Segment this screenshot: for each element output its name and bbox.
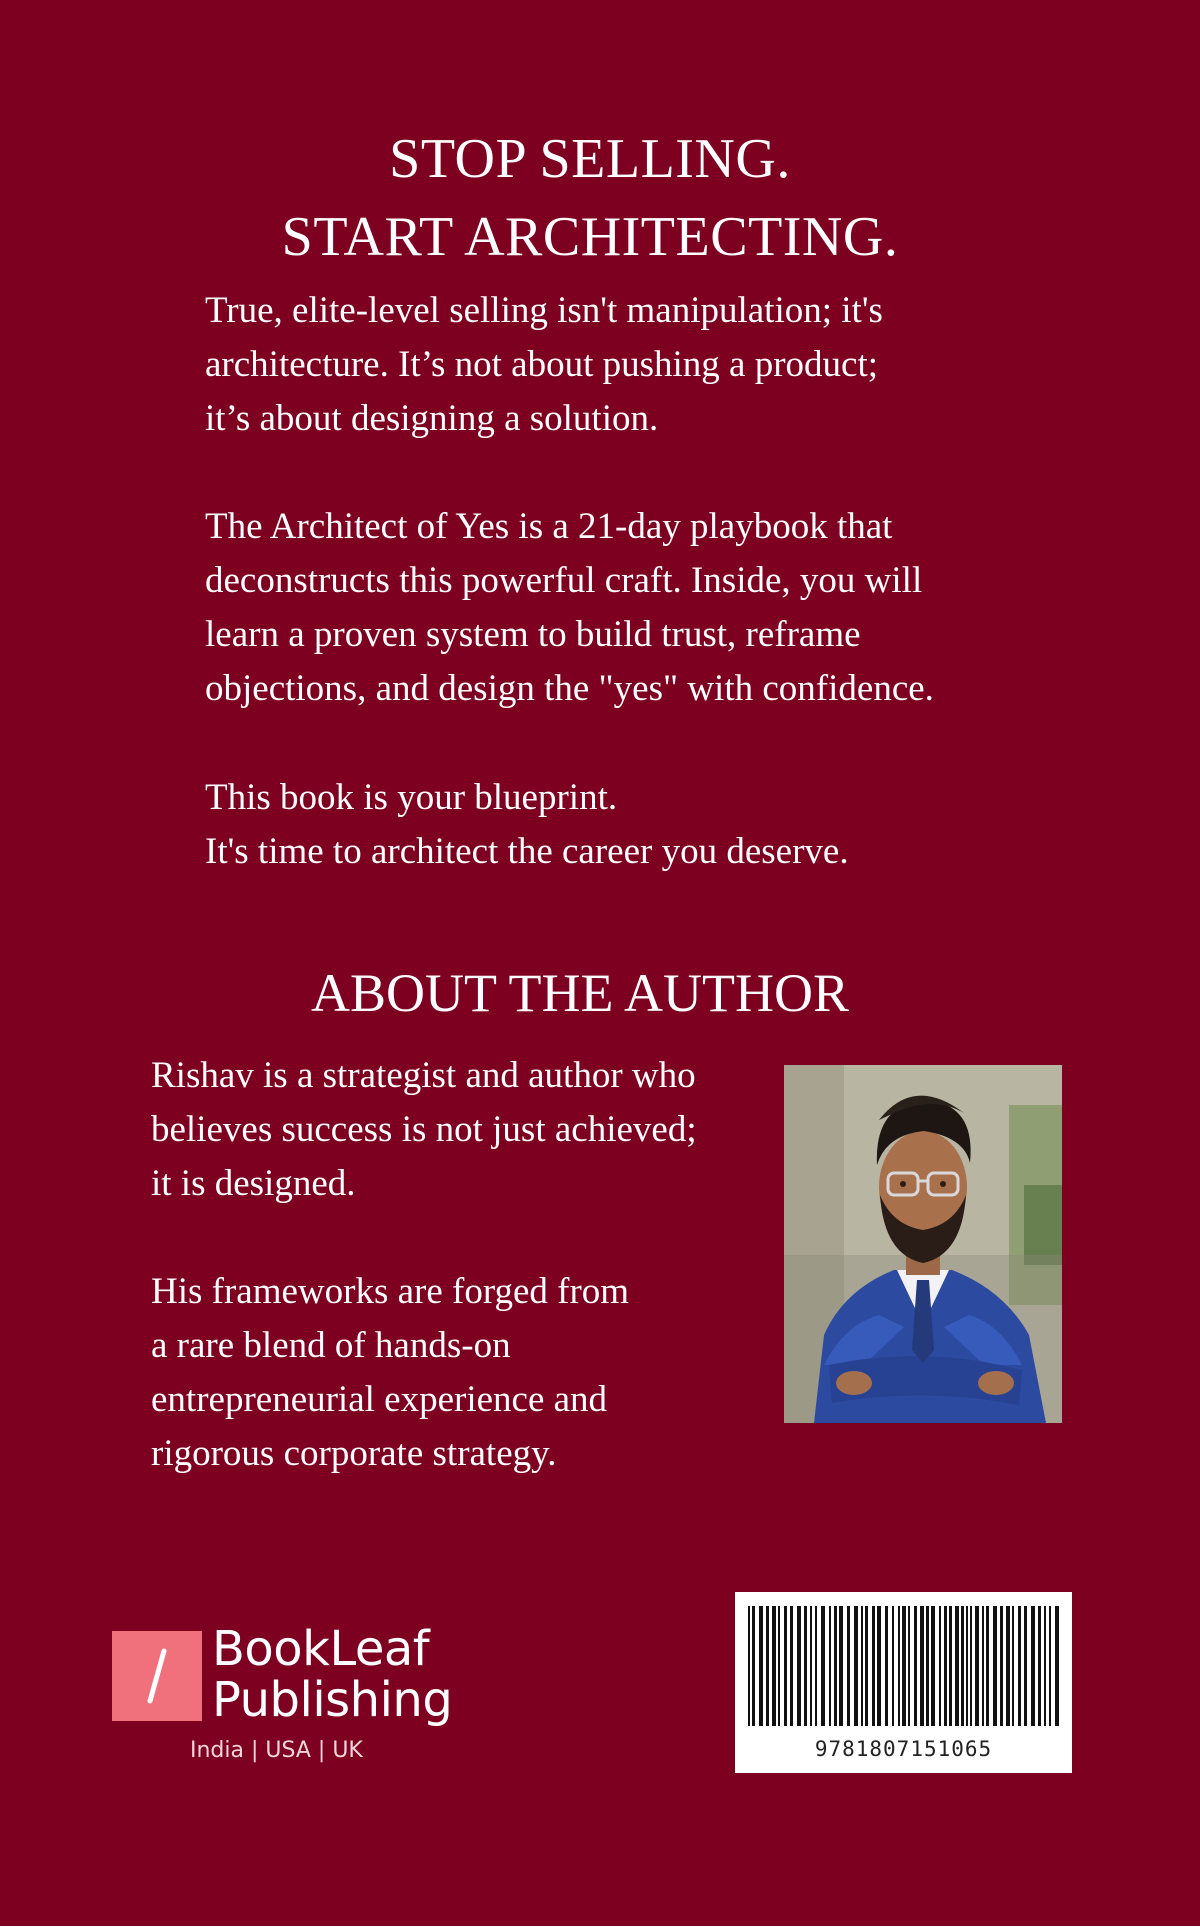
barcode-bar <box>949 1606 952 1726</box>
barcode-bar <box>966 1606 968 1726</box>
barcode-bar <box>797 1606 801 1726</box>
barcode-bar <box>778 1606 780 1726</box>
barcode-bar <box>766 1606 769 1726</box>
publisher-name-line-2: Publishing <box>212 1672 453 1728</box>
bio-line: rigorous corporate strategy. <box>151 1433 557 1474</box>
blurb-line: True, elite-level selling isn't manipulation; it's <box>205 290 883 331</box>
barcode-bar <box>926 1606 929 1726</box>
barcode-bar <box>1012 1606 1014 1726</box>
author-bio-paragraph-2 <box>151 1265 791 1481</box>
barcode-bar <box>847 1606 850 1726</box>
barcode-bar <box>829 1606 831 1726</box>
slash-logo-icon <box>112 1631 202 1721</box>
barcode-bar <box>784 1606 787 1726</box>
barcode-bar <box>748 1606 750 1726</box>
barcode-bar <box>961 1606 964 1726</box>
barcode-bar <box>810 1606 812 1726</box>
bio-line: His frameworks are forged from <box>151 1271 630 1312</box>
barcode-bar <box>752 1606 755 1726</box>
bio-line: entrepreneurial experience and <box>151 1379 608 1420</box>
isbn-barcode <box>735 1592 1072 1773</box>
barcode-bar <box>898 1606 900 1726</box>
bio-line: it is designed. <box>151 1163 356 1204</box>
blurb-line: it’s about designing a solution. <box>205 398 659 439</box>
barcode-bar <box>1018 1606 1021 1726</box>
barcode-bar <box>986 1606 989 1726</box>
blurb-line: The Architect of Yes is a 21-day playbook that <box>205 506 893 547</box>
bio-line: Rishav is a strategist and author who <box>151 1055 696 1096</box>
barcode-bar <box>854 1606 858 1726</box>
barcode-bar <box>821 1606 825 1726</box>
barcode-bar <box>1055 1606 1059 1726</box>
blurb-paragraph-3 <box>205 771 1085 879</box>
barcode-bar <box>1024 1606 1027 1726</box>
barcode-bar <box>861 1606 863 1726</box>
barcode-bar <box>1006 1606 1010 1726</box>
blurb-line: It's time to architect the career you deserve. <box>205 831 849 872</box>
blurb-line: architecture. It’s not about pushing a product; <box>205 344 879 385</box>
barcode-bar <box>885 1606 888 1726</box>
barcode-bar <box>759 1606 763 1726</box>
barcode-bar <box>1044 1606 1046 1726</box>
barcode-bar <box>892 1606 894 1726</box>
blurb-line: deconstructs this powerful craft. Inside, you will <box>205 560 923 601</box>
barcode-bar <box>908 1606 910 1726</box>
barcode-bar <box>815 1606 817 1726</box>
barcode-bar <box>865 1606 868 1726</box>
barcode-bar <box>970 1606 972 1726</box>
barcode-bar <box>1000 1606 1003 1726</box>
blurb-paragraph-2 <box>205 500 1085 716</box>
author-photo <box>784 1065 1062 1423</box>
bio-line: believes success is not just achieved; <box>151 1109 697 1150</box>
barcode-bar <box>877 1606 881 1726</box>
barcode-bar <box>955 1606 959 1726</box>
isbn-number: 9781807151065 <box>814 1737 993 1761</box>
barcode-bar <box>839 1606 843 1726</box>
barcode-bar <box>920 1606 924 1726</box>
barcode-bar <box>944 1606 947 1726</box>
barcode-bar <box>1031 1606 1035 1726</box>
barcode-bar <box>1049 1606 1051 1726</box>
blurb-paragraph-1 <box>205 284 1085 446</box>
barcode-bars <box>735 1592 1072 1732</box>
bio-line: a rare blend of hands-on <box>151 1325 511 1366</box>
blurb-line: objections, and design the "yes" with confidence. <box>205 668 934 709</box>
publisher-name-line-1: BookLeaf <box>212 1621 430 1677</box>
publisher-regions: India | USA | UK <box>190 1738 363 1763</box>
barcode-bar <box>772 1606 776 1726</box>
barcode-bar <box>931 1606 935 1726</box>
headline-line-2: START ARCHITECTING. <box>281 206 899 268</box>
blurb-line: This book is your blueprint. <box>205 777 618 818</box>
barcode-bar <box>939 1606 941 1726</box>
about-author-heading: ABOUT THE AUTHOR <box>310 963 850 1023</box>
barcode-bar <box>902 1606 906 1726</box>
barcode-bar <box>834 1606 837 1726</box>
barcode-bar <box>993 1606 997 1726</box>
barcode-bar <box>790 1606 793 1726</box>
author-bio-paragraph-1 <box>151 1049 791 1211</box>
barcode-bar <box>982 1606 984 1726</box>
barcode-bar <box>975 1606 979 1726</box>
barcode-bar <box>914 1606 917 1726</box>
blurb-line: learn a proven system to build trust, reframe <box>205 614 861 655</box>
barcode-bar <box>1038 1606 1041 1726</box>
barcode-bar <box>872 1606 875 1726</box>
barcode-bar <box>804 1606 807 1726</box>
headline-line-1: STOP SELLING. <box>389 128 791 190</box>
